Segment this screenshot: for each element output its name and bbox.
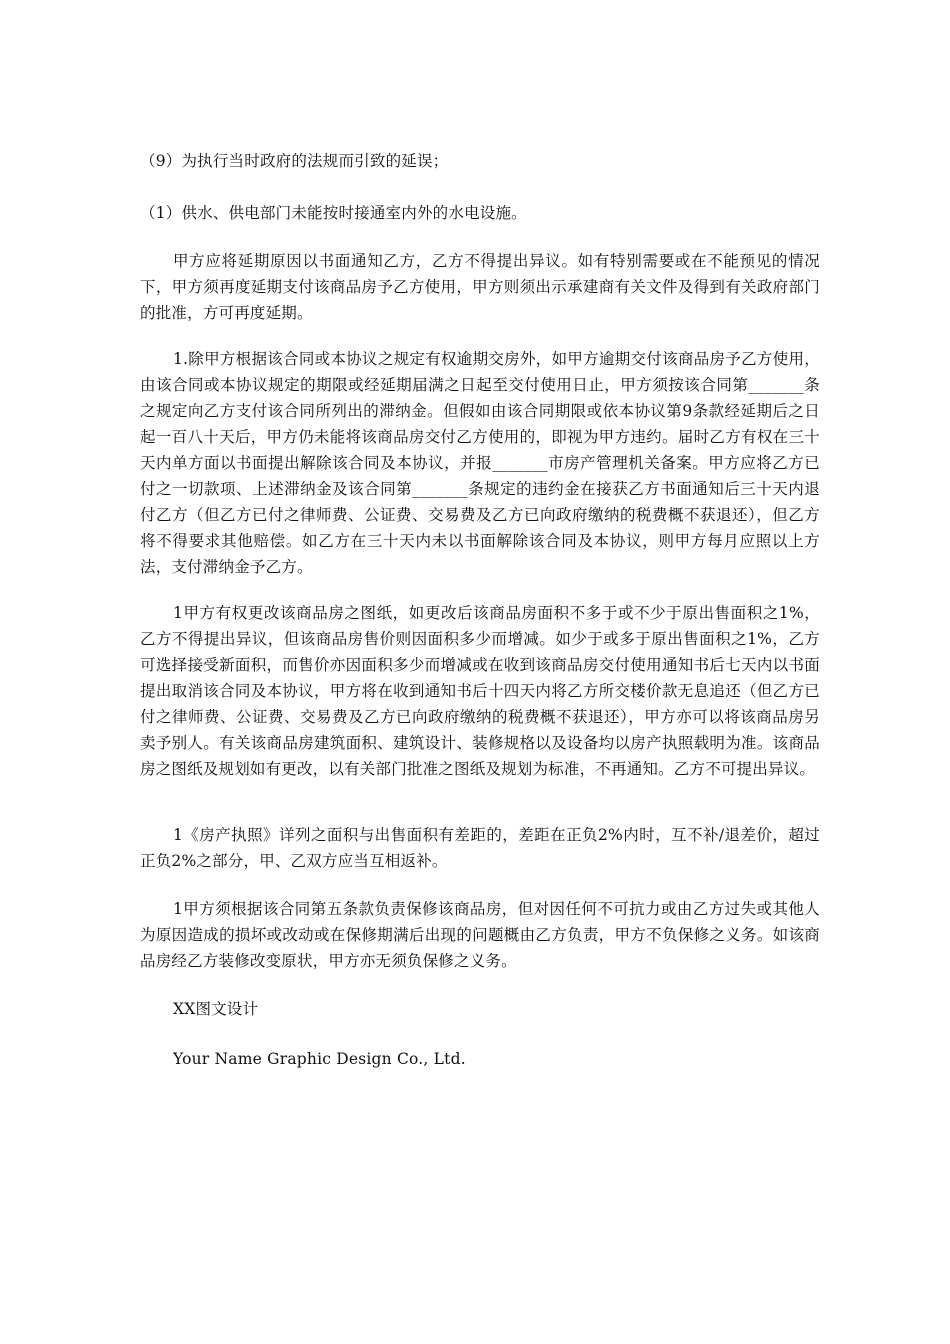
list-item-1: （1）供水、供电部门未能按时接通室内外的水电设施。 — [140, 204, 527, 222]
paragraph-penalty: 1.除甲方根据该合同或本协议之规定有权逾期交房外，如甲方逾期交付该商品房予乙方使用，由该合同或本协议规定的期限或经延期届满之日起至交付使用日止，甲方须按该合同第_______条之规定向乙方支付该合同所列出的滞纳金。但假如由该合同期限或依本协议第9条款经延期后之日起一百八十天后，甲方仍未能将该商品房交付乙方使用的，即视为甲方违约。届时乙方有权在三十天内单方面以书面提出解除该合同及本协议，并报_______市房产管理机关备案。甲方应将乙方已付之一切款项、上述滞纳金及该合同第_______条规定的违约金在接获乙方书面通知后三十天内退付乙方（但乙方已付之律师费、公证费、交易费及乙方已向政府缴纳的税费概不获退还），但乙方将不得要求其他赔偿。如乙方在三十天内未以书面解除该合同及本协议，则甲方每月应照以上方法，支付滞纳金予乙方。 — [140, 350, 820, 576]
footer-company-en: Your Name Graphic Design Co., Ltd. — [173, 1050, 466, 1068]
paragraph-delay-notice: 甲方应将延期原因以书面通知乙方，乙方不得提出异议。如有特别需要或在不能预见的情况下，甲方须再度延期支付该商品房予乙方使用，甲方则须出示承建商有关文件及得到有关政府部门的批准，方可再度延期。 — [140, 252, 820, 322]
paragraph-drawings: 1甲方有权更改该商品房之图纸，如更改后该商品房面积不多于或不少于原出售面积之1%，乙方不得提出异议，但该商品房售价则因面积多少而增减。如少于或多于原出售面积之1%，乙方可选择接受新面积，而售价亦因面积多少而增减或在收到该商品房交付使用通知书后七天内以书面提出取消该合同及本协议，甲方将在收到通知书后十四天内将乙方所交楼价款无息追还（但乙方已付之律师费、公证费、交易费及乙方已向政府缴纳的税费概不获退还），甲方亦可以将该商品房另卖予别人。有关该商品房建筑面积、建筑设计、装修规格以及设备均以房产执照载明为准。该商品房之图纸及规划如有更改，以有关部门批准之图纸及规划为标准，不再通知。乙方不可提出异议。 — [140, 604, 820, 778]
paragraph-warranty: 1甲方须根据该合同第五条款负责保修该商品房，但对因任何不可抗力或由乙方过失或其他人为原因造成的损坏或改动或在保修期满后出现的问题概由乙方负责，甲方不负保修之义务。如该商品房经乙方装修改变原状，甲方亦无须负保修之义务。 — [140, 900, 820, 970]
footer-company-cn: XX图文设计 — [173, 1000, 259, 1018]
paragraph-area-difference: 1《房产执照》详列之面积与出售面积有差距的，差距在正负2%内时，互不补/退差价，超过正负2%之部分，甲、乙双方应当互相返补。 — [140, 826, 820, 870]
list-item-9: （9）为执行当时政府的法规而引致的延误； — [140, 152, 449, 170]
